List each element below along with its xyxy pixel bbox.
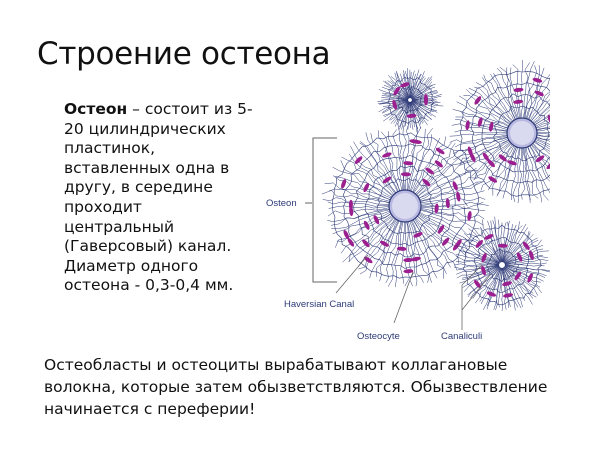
osteocyte-lacuna bbox=[401, 172, 411, 176]
haversian-canal-lumen bbox=[392, 193, 418, 219]
osteon-diagram bbox=[250, 60, 550, 350]
osteon-top-right-canaliculus bbox=[455, 130, 508, 133]
osteocyte-lacuna bbox=[455, 191, 461, 202]
bottom-note: Остеобласты и остеоциты вырабатывают коллагановые волокна, которые затем обызветствляются. Обызвествление начинается с переферии! bbox=[44, 356, 548, 418]
osteon-top-right-canaliculus bbox=[457, 102, 509, 127]
osteon-top-right-canaliculus bbox=[523, 148, 530, 200]
label-osteocyte: Osteocyte bbox=[357, 331, 400, 342]
osteon-top-right-canaliculus bbox=[533, 84, 550, 124]
osteocyte-lacuna bbox=[488, 121, 494, 132]
osteocyte-lacuna bbox=[403, 269, 413, 274]
osteocyte-lacuna bbox=[467, 211, 473, 222]
haversian-canal-lumen bbox=[510, 121, 534, 145]
osteon-main-canaliculus bbox=[408, 127, 421, 190]
osteocyte-lacuna bbox=[411, 256, 422, 262]
osteon-top-right-canaliculus bbox=[488, 146, 514, 190]
osteocyte-lacuna bbox=[465, 120, 470, 130]
osteocyte-lacuna bbox=[382, 151, 393, 158]
osteon-main-canaliculus bbox=[388, 222, 402, 287]
slide-title: Строение остеона bbox=[37, 36, 331, 72]
osteon-top-right-canaliculus bbox=[474, 87, 511, 123]
osteocyte-lacuna bbox=[441, 237, 451, 247]
osteon-top-right-canaliculus bbox=[450, 134, 507, 136]
osteocyte-lacuna bbox=[434, 159, 444, 168]
osteon-main-canaliculus bbox=[415, 143, 455, 194]
canaliculi-network bbox=[322, 60, 550, 311]
osteon-main-canaliculus bbox=[331, 210, 389, 226]
osteocyte-lacuna bbox=[362, 182, 370, 193]
osteocyte-lacuna bbox=[486, 291, 497, 298]
osteon-top-right-canaliculus bbox=[453, 137, 508, 153]
osteon-main-canaliculus bbox=[329, 206, 389, 209]
osteon-top-right-canaliculus bbox=[455, 136, 507, 147]
osteocyte-lacuna bbox=[424, 166, 434, 175]
osteon-top-right-canaliculus bbox=[530, 77, 550, 121]
osteocyte-lacuna bbox=[435, 147, 446, 156]
osteon-main-canaliculus bbox=[407, 222, 414, 286]
osteon-term: Остеон bbox=[64, 100, 128, 118]
osteon-bracket bbox=[305, 138, 337, 282]
osteon-description bbox=[64, 100, 254, 296]
label-canaliculi: Canaliculi bbox=[441, 331, 483, 342]
osteocyte-lacuna bbox=[340, 178, 347, 189]
osteocyte-lacuna bbox=[403, 161, 413, 166]
osteon-top-right-canaliculus bbox=[460, 140, 509, 163]
osteon-definition: – состоит из 5-20 цилиндрических пластинок, вставленных одна в другу, в середине проходит центральный (Гаверсовый) канал. Диаметр одного остеона - 0,3-0,4 мм. bbox=[64, 100, 253, 295]
osteon-main-canaliculus bbox=[412, 221, 437, 279]
osteon-top-right-canaliculus bbox=[450, 135, 507, 143]
osteon-main-canaliculus bbox=[421, 209, 484, 225]
osteon-top-right-canaliculus bbox=[528, 147, 550, 195]
osteon-main-canaliculus bbox=[333, 167, 392, 198]
osteon-top-right-canaliculus bbox=[536, 138, 550, 153]
osteon-main-canaliculus bbox=[393, 129, 403, 190]
osteon-main-canaliculus bbox=[349, 154, 393, 196]
label-osteon: Osteon bbox=[266, 198, 297, 209]
osteocyte-lacuna bbox=[363, 220, 371, 231]
osteon-top-right-canaliculus bbox=[503, 147, 518, 198]
osteon-main-canaliculus bbox=[349, 218, 394, 262]
osteon-top-right-canaliculus bbox=[513, 148, 520, 202]
osteon-main-canaliculus bbox=[366, 132, 398, 192]
label-leaders bbox=[336, 255, 490, 330]
osteon-top-right-canaliculus bbox=[459, 96, 509, 126]
label-haversian-canal: Haversian Canal bbox=[284, 299, 355, 310]
